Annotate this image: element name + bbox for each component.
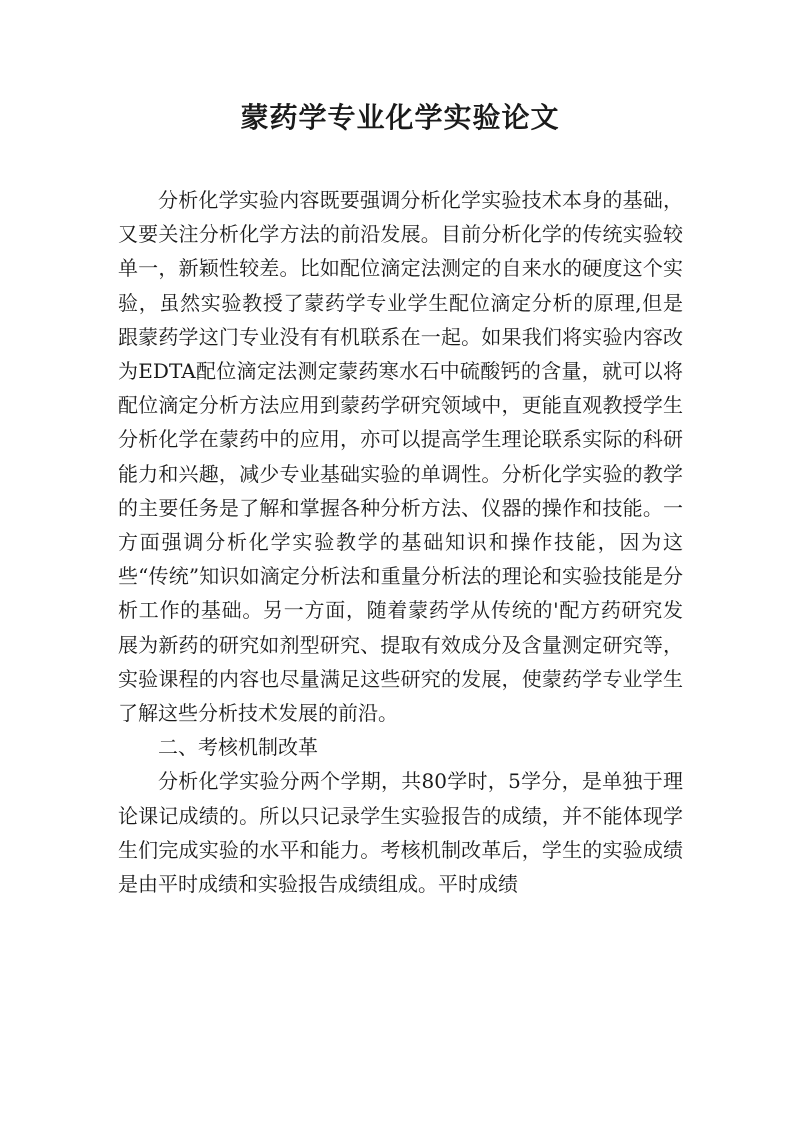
paragraph-analysis-content: 分析化学实验内容既要强调分析化学实验技术本身的基础，又要关注分析化学方法的前沿发展。目前分析化学的传统实验较单一，新颖性较差。比如配位滴定法测定的自来水的硬度这个实验，虽然实验教授了蒙药学专业学生配位滴定分析的原理,但是跟蒙药学这门专业没有有机联系在一起。如果我们将实验内容改为EDTA配位滴定法测定蒙药寒水石中硫酸钙的含量，就可以将配位滴定分析方法应用到蒙药学研究领域中，更能直观教授学生分析化学在蒙药中的应用，亦可以提高学生理论联系实际的科研能力和兴趣，减少专业基础实验的单调性。分析化学实验的教学的主要任务是了解和掌握各种分析方法、仪器的操作和技能。一方面强调分析化学实验教学的基础知识和操作技能，因为这些“传统”知识如滴定分析法和重量分析法的理论和实验技能是分析工作的基础。另一方面，随着蒙药学从传统的'配方药研究发展为新药的研究如剂型研究、提取有效成分及含量测定研究等，实验课程的内容也尽量满足这些研究的发展，使蒙药学专业学生了解这些分析技术发展的前沿。 [118,188,683,726]
document-title: 蒙药学专业化学实验论文 [240,101,560,134]
paragraph-assessment: 分析化学实验分两个学期，共80学时，5学分，是单独于理论课记成绩的。所以只记录学生实验报告的成绩，并不能体现学生们完成实验的水平和能力。考核机制改革后，学生的实验成绩是由平时成绩和实验报告成绩组成。平时成绩 [118,769,683,897]
section-heading-assessment-reform: 二、考核机制改革 [158,735,318,760]
document-body [118,183,683,901]
